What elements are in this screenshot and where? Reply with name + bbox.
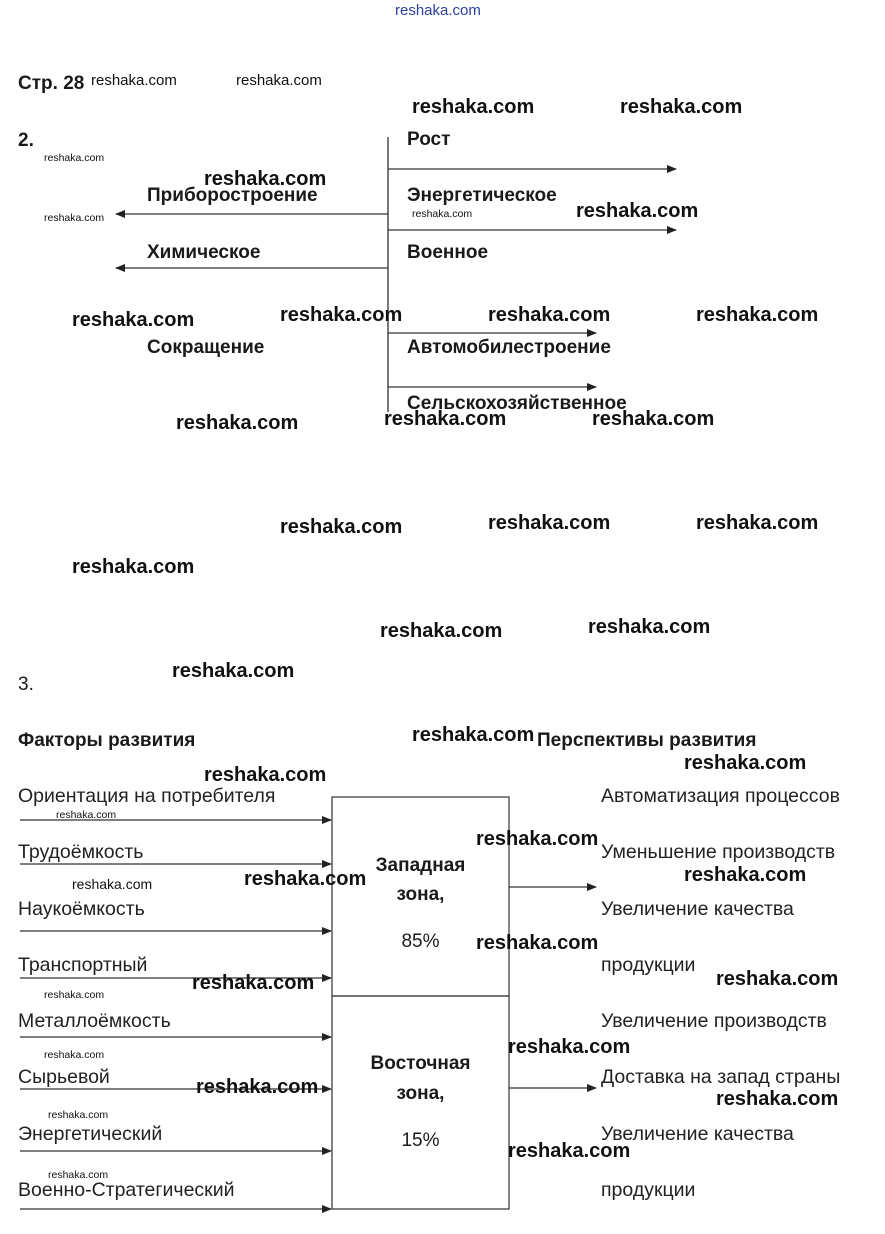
- east-zone-word: зона,: [396, 1083, 445, 1104]
- watermark: reshaka.com: [380, 620, 503, 642]
- watermark: reshaka.com: [48, 1169, 109, 1181]
- prospect-item: Увеличение качества: [601, 1123, 794, 1145]
- watermark: reshaka.com: [696, 304, 819, 326]
- watermark: reshaka.com: [684, 752, 807, 774]
- watermark: reshaka.com: [176, 412, 299, 434]
- watermark: reshaka.com: [236, 72, 322, 89]
- watermark: reshaka.com: [204, 168, 327, 190]
- task2-number: 2.: [18, 130, 34, 151]
- task2-auto-label: Автомобилестроение: [407, 337, 611, 358]
- prospect-item: Увеличение производств: [601, 1010, 827, 1032]
- watermark: reshaka.com: [508, 1140, 631, 1162]
- task2-agri-label: Сельскохозяйственное: [407, 393, 627, 414]
- west-zone-percent: 85%: [401, 931, 440, 952]
- watermark: reshaka.com: [91, 72, 177, 89]
- watermark: reshaka.com: [280, 304, 403, 326]
- watermark: reshaka.com: [476, 828, 599, 850]
- task2-growth-header: Рост: [407, 129, 451, 150]
- watermark: reshaka.com: [280, 516, 403, 538]
- prospect-item: продукции: [601, 954, 696, 976]
- prospect-item: Автоматизация процессов: [601, 785, 840, 807]
- factor-item: Транспортный: [18, 954, 148, 976]
- top-watermark[interactable]: reshaka.com: [395, 2, 481, 19]
- watermark: reshaka.com: [684, 864, 807, 886]
- factors-title: Факторы развития: [18, 730, 196, 751]
- prospect-item: Уменьшение производств: [601, 841, 836, 863]
- watermark: reshaka.com: [508, 1036, 631, 1058]
- watermark: reshaka.com: [244, 868, 367, 890]
- factor-item: Ориентация на потребителя: [18, 785, 276, 807]
- factor-item: Металлоёмкость: [18, 1010, 171, 1032]
- watermark: reshaka.com: [384, 408, 507, 430]
- factor-item: Трудоёмкость: [18, 841, 144, 863]
- factor-item: Наукоёмкость: [18, 898, 145, 920]
- watermark: reshaka.com: [716, 1088, 839, 1110]
- watermark: reshaka.com: [44, 212, 105, 224]
- task2-reduction-header: Сокращение: [147, 337, 265, 358]
- east-zone-percent: 15%: [401, 1130, 440, 1151]
- factor-item: Энергетический: [18, 1123, 163, 1145]
- watermark: reshaka.com: [488, 512, 611, 534]
- watermark: reshaka.com: [44, 989, 105, 1001]
- watermark: reshaka.com: [696, 512, 819, 534]
- west-zone-name: Западная: [375, 855, 466, 876]
- prospect-item: продукции: [601, 1179, 696, 1201]
- page-title: Стр. 28: [18, 73, 85, 94]
- east-zone-name: Восточная: [370, 1053, 471, 1074]
- watermark: reshaka.com: [592, 408, 715, 430]
- watermark: reshaka.com: [716, 968, 839, 990]
- task2-military-label: Военное: [407, 242, 489, 263]
- watermark: reshaka.com: [56, 809, 117, 821]
- prospect-item: Увеличение качества: [601, 898, 794, 920]
- watermark: reshaka.com: [192, 972, 315, 994]
- watermark: reshaka.com: [72, 876, 153, 892]
- watermark: reshaka.com: [412, 724, 535, 746]
- task3-number: 3.: [18, 674, 34, 695]
- watermark: reshaka.com: [44, 1049, 105, 1061]
- watermark: reshaka.com: [620, 96, 743, 118]
- task2-chemical-label: Химическое: [147, 242, 261, 263]
- watermark: reshaka.com: [576, 200, 699, 222]
- watermark: reshaka.com: [588, 616, 711, 638]
- watermark: reshaka.com: [488, 304, 611, 326]
- watermark: reshaka.com: [72, 556, 195, 578]
- task2-energy-label: Энергетическое: [407, 185, 557, 206]
- watermark: reshaka.com: [48, 1109, 109, 1121]
- west-zone-word: зона,: [396, 884, 445, 905]
- watermark: reshaka.com: [476, 932, 599, 954]
- prospects-title: Перспективы развития: [537, 730, 757, 751]
- factor-item: Сырьевой: [18, 1066, 110, 1088]
- task2-instruments-label: Приборостроение: [147, 185, 318, 206]
- factor-item: Военно-Стратегический: [18, 1179, 235, 1201]
- prospect-item: Доставка на запад страны: [601, 1066, 841, 1088]
- watermark: reshaka.com: [172, 660, 295, 682]
- watermark: reshaka.com: [196, 1076, 319, 1098]
- watermark: reshaka.com: [412, 96, 535, 118]
- watermark: reshaka.com: [72, 309, 195, 331]
- watermark: reshaka.com: [44, 152, 105, 164]
- watermark: reshaka.com: [204, 764, 327, 786]
- watermark: reshaka.com: [412, 208, 473, 220]
